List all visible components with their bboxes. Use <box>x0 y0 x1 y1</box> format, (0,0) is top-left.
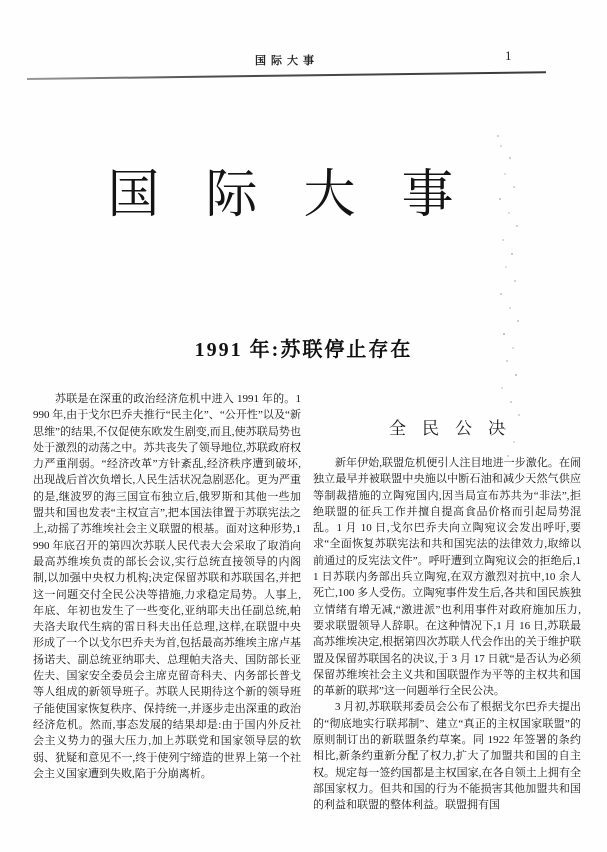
paragraph: 苏联是在深重的政治经济危机中进入 1991 年的。1990 年,由于戈尔巴乔夫推行“民主化”、“公开性”以及“新思维”的结果,不仅促使东欧发生剧变,而且,使苏联局势也处于激烈的动荡之中。苏共丧失了领导地位,苏联政府权力严重削弱。“经济改革”方针紊乱,经济秩序遭到破坏,出现战后首次负增长,人民生活状况急剧恶化。更为严重的是,继波罗的海三国宣布独立后,俄罗斯和其他一些加盟共和国也发表“主权宣言”,把本国法律置于苏联宪法之上,动摇了苏维埃社会主义联盟的根基。面对这种形势,1990 年底召开的第四次苏联人民代表大会采取了取消向最高苏维埃负责的部长会议,实行总统直接领导的内阁制,以加强中央权力机构;决定保留苏联和苏联国名,并把这一问题交付全民公决等措施,力求稳定局势。人事上,年底、年初也发生了一些变化,亚纳耶夫出任副总统,帕夫洛夫取代生病的雷日科夫出任总理,这样,在联盟中央形成了一个以戈尔巴乔夫为首,包括最高苏维埃主席卢基扬诺夫、副总统亚纳耶夫、总理帕夫洛夫、国防部长亚佐夫、国家安全委员会主席克留奇科夫、内务部长普戈等人组成的新领导班子。苏联人民期待这个新的领导班子能使国家恢复秩序、保持统一,并逐步走出深重的政治经济危机。然而,事态发展的结果却是:由于国内外反社会主义势力的强大压力,加上苏联党和国家领导层的软弱、犹疑和意见不一,终于使列宁缔造的世界上第一个社会主义国家遭到失败,陷于分崩离析。 <box>33 393 301 780</box>
paragraph: 3 月初,苏联联邦委员会公布了根据戈尔巴乔夫提出的“彻底地实行联邦制”、建立“真正的主权国家联盟”的原则制订出的新联盟条约草案。同 1922 年签署的条约相比,新条约重新分配了权力,扩大了加盟共和国的自主权。规定每一签约国都是主权国家,在各自领土上拥有全部国家权力。但共和国的行为不能损害其他加盟共和国的利益和联盟的整体利益。联盟拥有国 <box>313 701 581 812</box>
left-text-column <box>33 391 301 782</box>
running-header-title: 国际大事 <box>255 55 319 67</box>
header-divider <box>27 71 546 80</box>
page-number: 1 <box>505 48 512 63</box>
section-title: 1991 年:苏联停止存在 <box>194 339 413 361</box>
chapter-title: 国际大事 <box>107 167 500 224</box>
paragraph: 新年伊始,联盟危机便引人注目地进一步激化。在闹独立最早并被联盟中央施以中断石油和减少天然气供应等制裁措施的立陶宛国内,因当局宣布苏共为“非法”,拒绝联盟的征兵工作并擅自提高食品价格而引起局势混乱。1 月 10 日,戈尔巴乔夫向立陶宛议会发出呼吁,要求“全面恢复苏联宪法和共和国宪法的法律效力,取缔以前通过的反宪法文件”。呼吁遭到立陶宛议会的拒绝后,11 日苏联内务部出兵立陶宛,在双方激烈对抗中,10 余人死亡,100 多人受伤。立陶宛事件发生后,各共和国民族独立情绪有增无减,“激进派”也利用事件对政府施加压力,要求联盟领导人辞职。在这种情况下,1 月 16 日,苏联最高苏维埃决定,根据第四次苏联人代会作出的关于维护联盟及保留苏联国名的决议,于 3 月 17 日就“是否认为必须保留苏维埃社会主义共和国联盟作为平等的主权共和国的革新的联邦”这一问题举行全民公决。 <box>313 457 581 698</box>
scan-noise-speckles <box>497 135 499 137</box>
sub-heading: 全民公决 <box>389 419 521 438</box>
right-text-column <box>313 455 581 814</box>
